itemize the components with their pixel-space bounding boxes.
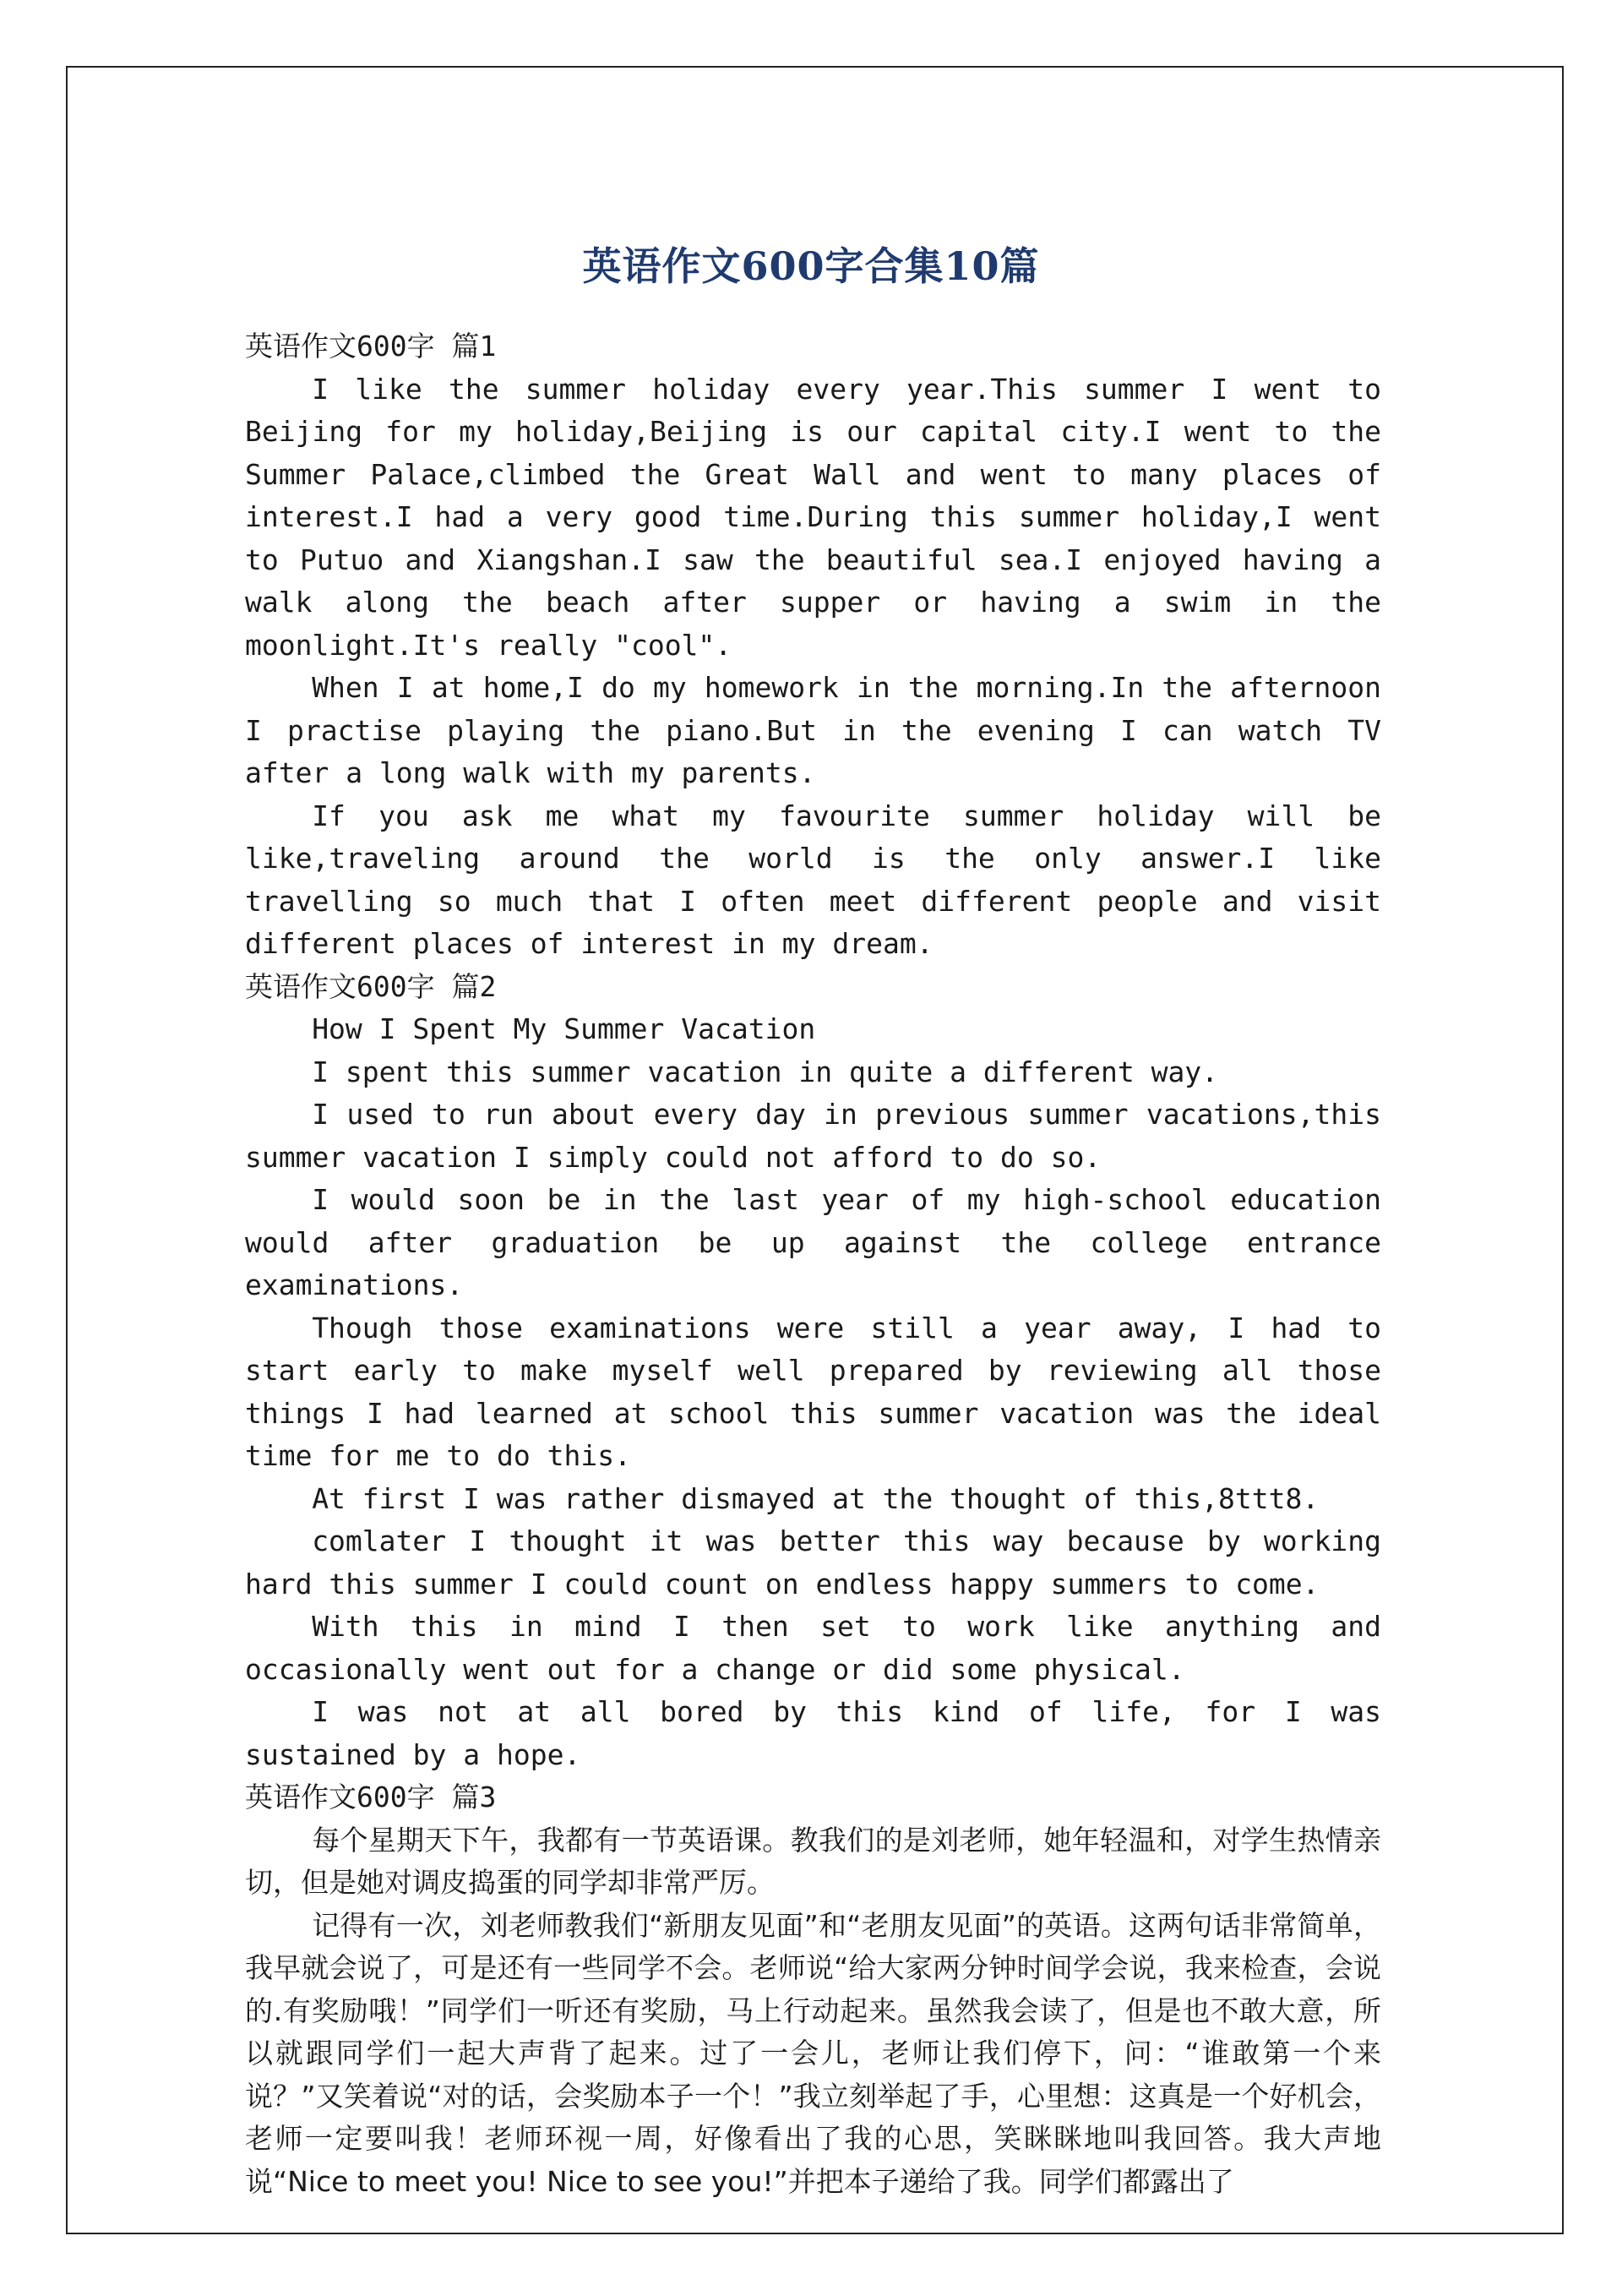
- section-heading: 英语作文600字 篇3: [245, 1781, 497, 1813]
- paragraph: With this in mind I then set to work like anything and occasionally went out for a change or did some physical.: [245, 1610, 1381, 1686]
- paragraph: I would soon be in the last year of my high-school education would after graduation be up against the college entrance examinations.: [245, 1183, 1381, 1301]
- section-heading: 英语作文600字 篇1: [245, 330, 497, 363]
- essay-subtitle: How I Spent My Summer Vacation: [312, 1012, 816, 1045]
- document-body: [245, 325, 1381, 2203]
- paragraph: 记得有一次，刘老师教我们“新朋友见面”和“老朋友见面”的英语。这两句话非常简单，我早就会说了，可是还有一些同学不会。老师说“给大家两分钟时间学会说，我来检查，会说的.有奖励哦！”同学们一听还有奖励，马上行动起来。虽然我会读了，但是也不敢大意，所以就跟同学们一起大声背了起来。过了一会儿，老师让我们停下，问：“谁敢第一个来说？”又笑着说“对的话，会奖励本子一个！”我立刻举起了手，心里想：这真是一个好机会，老师一定要叫我！老师环视一周，好像看出了我的心思，笑眯眯地叫我回答。我大声地说“Nice to meet you! Nice to see you!”并把本子递给了我。同学们都露出了: [245, 1908, 1381, 2198]
- paragraph: I was not at all bored by this kind of life, for I was sustained by a hope.: [245, 1695, 1381, 1771]
- paragraph: When I at home,I do my homework in the morning.In the afternoon I practise playing the piano.But in the evening I can watch TV after a long walk with my parents.: [245, 671, 1381, 789]
- paragraph: 每个星期天下午，我都有一节英语课。教我们的是刘老师，她年轻温和，对学生热情亲切，但是她对调皮捣蛋的同学却非常严厉。: [245, 1823, 1381, 1899]
- paragraph: At first I was rather dismayed at the thought of this,8ttt8.: [312, 1481, 1320, 1515]
- paragraph: I like the summer holiday every year.This summer I went to Beijing for my holiday,Beijing is our capital city.I went to the Summer Palace,climbed the Great Wall and went to many places of interest.I had a very good time.During this summer holiday,I went to Putuo and Xiangshan.I saw the beautiful sea.I enjoyed having a walk along the beach after supper or having a swim in the moonlight.It's really "cool".: [245, 372, 1381, 662]
- paragraph: comlater I thought it was better this way because by working hard this summer I could count on endless happy summers to come.: [245, 1524, 1381, 1601]
- document-title: 英语作文600字合集10篇: [582, 243, 1040, 289]
- paragraph: Though those examinations were still a year away, I had to start early to make myself well prepared by reviewing all those things I had learned at school this summer vacation was the ideal time for me to do this.: [245, 1311, 1381, 1472]
- section-heading: 英语作文600字 篇2: [245, 969, 497, 1003]
- paragraph: I used to run about every day in previous summer vacations,this summer vacation I simply could not afford to do so.: [245, 1098, 1381, 1174]
- paragraph: If you ask me what my favourite summer holiday will be like,traveling around the world is the only answer.I like travelling so much that I often meet different people and visit different places of interest in my dream.: [245, 799, 1381, 960]
- paragraph: I spent this summer vacation in quite a different way.: [312, 1055, 1219, 1088]
